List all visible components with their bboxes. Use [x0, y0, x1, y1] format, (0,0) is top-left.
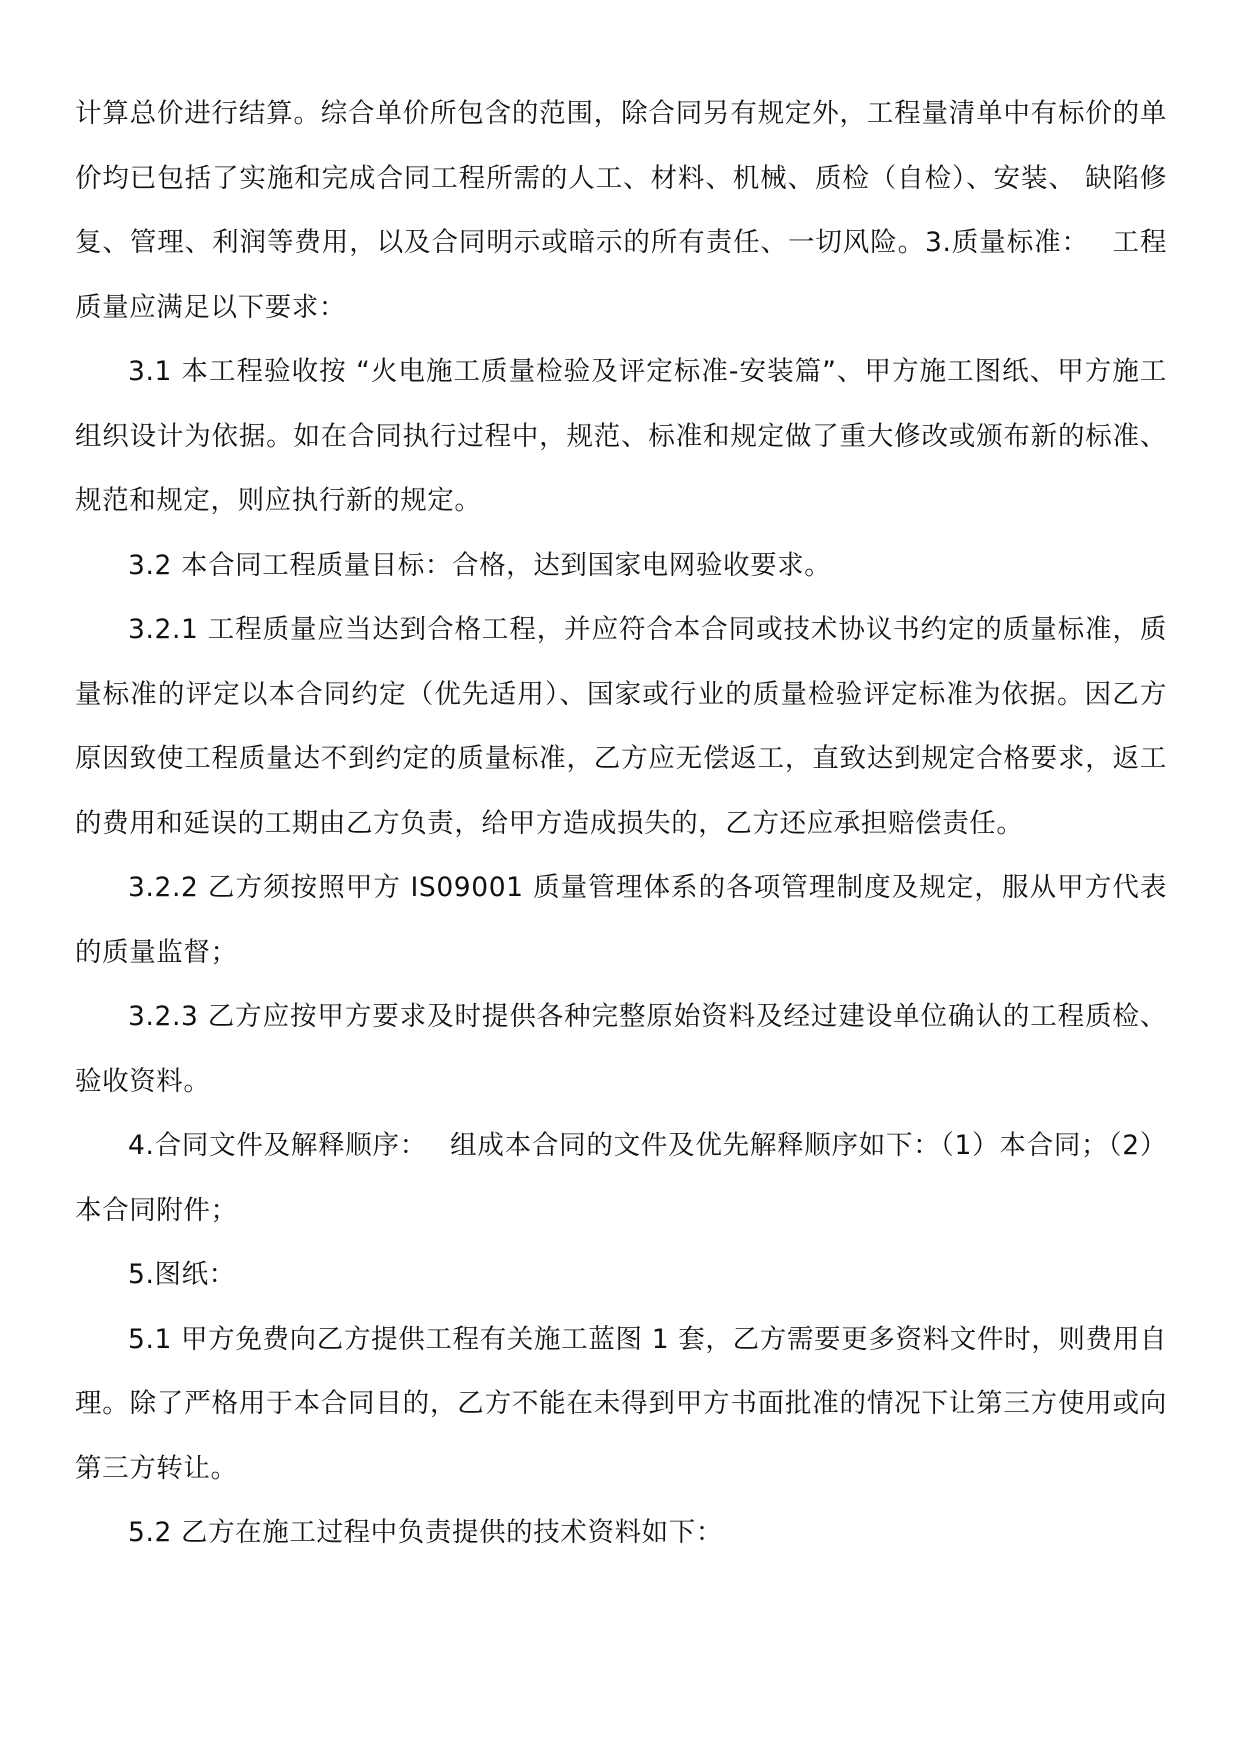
- document-body: [75, 82, 1167, 1566]
- paragraph-3-2-2-iso-management: 3.2.2 乙方须按照甲方 IS09001 质量管理体系的各项管理制度及规定，服从甲方代表的质量监督；: [75, 872, 1167, 968]
- paragraph-3-1-acceptance-basis: 3.1 本工程验收按 “火电施工质量检验及评定标准-安装篇”、甲方施工图纸、甲方施工组织设计为依据。如在合同执行过程中，规范、标准和规定做了重大修改或颁布新的标准、规范和规定，则应执行新的规定。: [75, 356, 1167, 516]
- paragraph-settlement-and-quality-standard: 计算总价进行结算。综合单价所包含的范围，除合同另有规定外，工程量清单中有标价的单价均已包括了实施和完成合同工程所需的人工、材料、机械、质检（自检）、安装、 缺陷修复、管理、利润等费用，以及合同明示或暗示的所有责任、一切风险。3.质量标准： 工程质量应满足以下要求：: [75, 98, 1168, 323]
- paragraph-4-contract-documents: 4.合同文件及解释顺序： 组成本合同的文件及优先解释顺序如下：（1）本合同；（2）本合同附件；: [75, 1130, 1167, 1226]
- paragraph-5-drawings-heading: 5.图纸：: [128, 1259, 236, 1290]
- paragraph-5-2-technical-materials: 5.2 乙方在施工过程中负责提供的技术资料如下：: [128, 1517, 723, 1548]
- paragraph-3-2-1-quality-requirement: 3.2.1 工程质量应当达到合格工程，并应符合本合同或技术协议书约定的质量标准，质量标准的评定以本合同约定（优先适用）、国家或行业的质量检验评定标准为依据。因乙方原因致使工程质量达不到约定的质量标准，乙方应无偿返工，直致达到规定合格要求，返工的费用和延误的工期由乙方负责，给甲方造成损失的，乙方还应承担赔偿责任。: [75, 614, 1167, 839]
- paragraph-3-2-quality-target: 3.2 本合同工程质量目标：合格，达到国家电网验收要求。: [128, 549, 832, 581]
- paragraph-3-2-3-materials: 3.2.3 乙方应按甲方要求及时提供各种完整原始资料及经过建设单位确认的工程质检、验收资料。: [75, 1001, 1167, 1097]
- paragraph-5-1-blueprints: 5.1 甲方免费向乙方提供工程有关施工蓝图 1 套，乙方需要更多资料文件时，则费用自理。除了严格用于本合同目的，乙方不能在未得到甲方书面批准的情况下让第三方使用或向第三方转让。: [75, 1323, 1167, 1484]
